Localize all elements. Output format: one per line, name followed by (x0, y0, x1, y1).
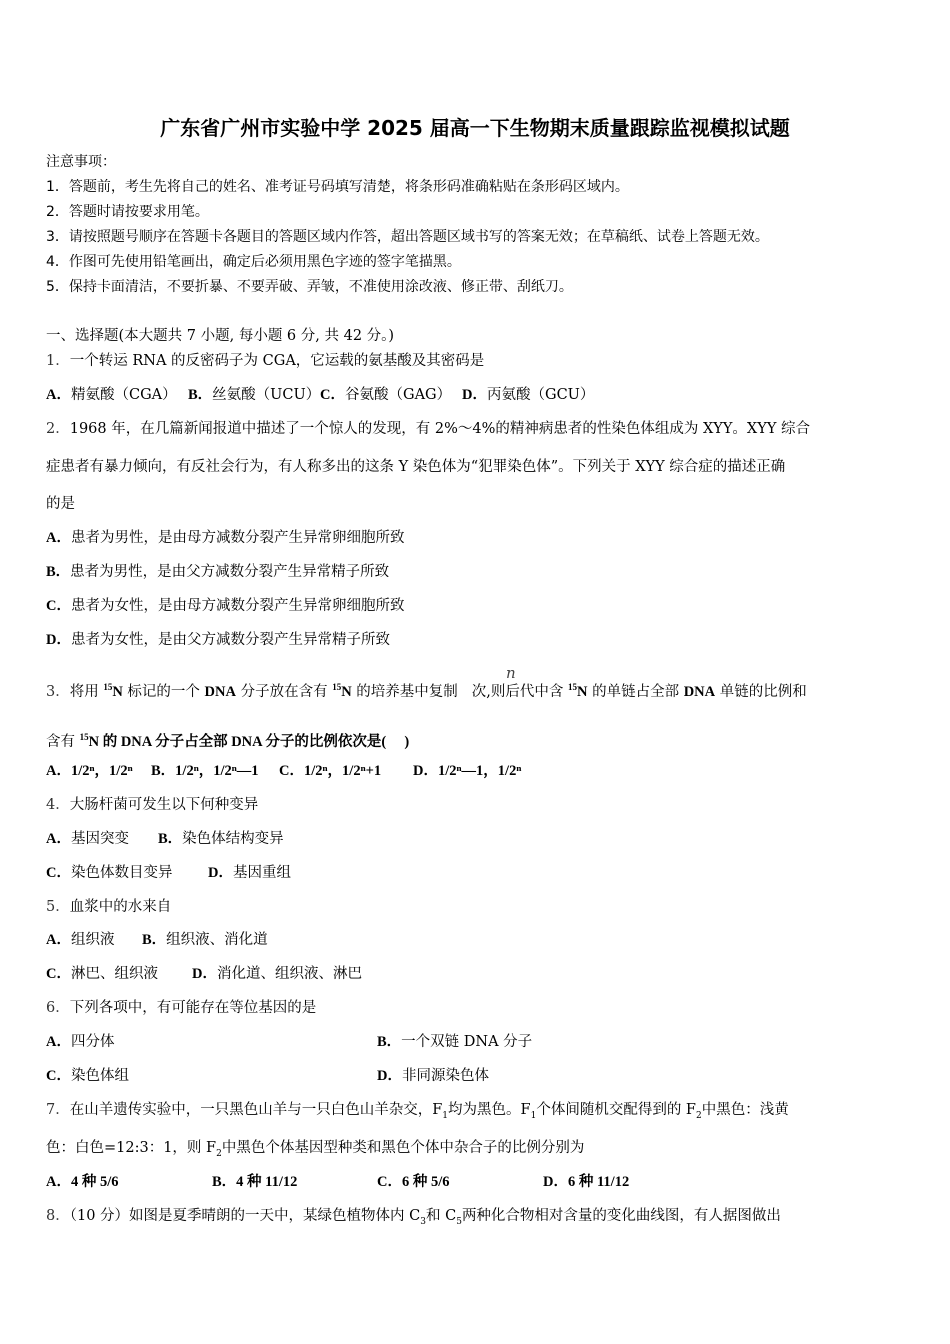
note-item: 5．保持卡面清洁，不要折暴、不要弄破、弄皱，不准使用涂改液、修正带、刮纸刀。 (46, 279, 573, 295)
option-a[interactable]: A．四分体 (46, 1034, 115, 1050)
note-item: 3．请按照题号顺序在答题卡各题目的答题区域内作答，超出答题区域书写的答案无效；在草稿纸、试卷上答题无效。 (46, 229, 769, 245)
option-d[interactable]: D．1/2ⁿ—1，1/2ⁿ (413, 763, 522, 779)
option-c[interactable]: C．6 种 5/6 (377, 1174, 450, 1190)
question-1-options (46, 385, 594, 405)
option-c[interactable]: C．谷氨酸（GAG） (320, 387, 452, 403)
variable-n: n (506, 664, 516, 682)
question-5-options-row (46, 930, 268, 950)
option-b[interactable]: B．组织液、消化道 (142, 932, 268, 948)
question-3-options (46, 761, 521, 781)
option-c[interactable]: C．染色体数目变异 (46, 865, 173, 881)
option-d[interactable]: D．患者为女性，是由父方减数分裂产生异常精子所致 (46, 632, 390, 648)
question-4-options-row (46, 829, 284, 849)
question-2-stem-line: 的是 (46, 496, 75, 512)
note-item: 1．答题前，考生先将自己的姓名、准考证号码填写清楚，将条形码准确粘贴在条形码区域内。 (46, 179, 629, 195)
question-5-options-row (46, 964, 362, 984)
section-heading: 一、选择题(本大题共 7 小题, 每小题 6 分, 共 42 分。) (46, 328, 395, 344)
option-a[interactable]: A．组织液 (46, 932, 115, 948)
option-a[interactable]: A．1/2ⁿ，1/2ⁿ (46, 763, 133, 779)
option-c[interactable]: C．染色体组 (46, 1068, 129, 1084)
question-8-stem-line: 8．（10 分）如图是夏季晴朗的一天中，某绿色植物体内 $C_3$和 $C_5$两种化合物相对含量的变化曲线图，有人据图做出 (46, 1208, 781, 1227)
question-3-stem-line: 3．将用 $^{15}$N 标记的一个 DNA 分子放在含有 $^{15}$N 的培养基中复制 次,则后代中含 $^{15}$N 的单链占全部 DNA 单链的比例和 (46, 682, 807, 700)
note-item: 4．作图可先使用铅笔画出，确定后必须用黑色字迹的签字笔描黑。 (46, 254, 461, 270)
option-a[interactable]: A．精氨酸（CGA） (46, 387, 177, 403)
page-title: 广东省广州市实验中学 2025 届高一下生物期末质量跟踪监视模拟试题 (160, 116, 790, 140)
option-d[interactable]: D．基因重组 (208, 865, 291, 881)
option-c[interactable]: C．1/2ⁿ，1/2ⁿ+1 (279, 763, 382, 779)
question-number: 1． (46, 353, 70, 369)
option-a[interactable]: A．基因突变 (46, 831, 129, 847)
option-d[interactable]: D．6 种 11/12 (543, 1174, 630, 1190)
option-d[interactable]: D．丙氨酸（GCU） (462, 387, 595, 403)
question-4-stem: 4．大肠杆菌可发生以下何种变异 (46, 797, 259, 813)
option-d[interactable]: D．非同源染色体 (377, 1068, 489, 1084)
question-7-stem-line: 7．在山羊遗传实验中，一只黑色山羊与一只白色山羊杂交，$F_1$均为黑色。$F_1$个体间随机交配得到的 $F_2$中黑色：浅黄 (46, 1102, 789, 1121)
question-3-stem-line: 含有 $^{15}$N 的 DNA 分子占全部 DNA 分子的比例依次是( ) (46, 732, 410, 750)
note-item: 2．答题时请按要求用笔。 (46, 204, 209, 220)
option-b[interactable]: B．丝氨酸（UCU） (188, 387, 321, 403)
option-c[interactable]: C．患者为女性，是由母方减数分裂产生异常卵细胞所致 (46, 598, 405, 614)
question-6-stem: 6．下列各项中，有可能存在等位基因的是 (46, 1000, 317, 1016)
notes-heading: 注意事项： (46, 154, 116, 170)
option-b[interactable]: B．一个双链 DNA 分子 (377, 1034, 533, 1050)
question-4-options-row (46, 863, 291, 883)
option-a[interactable]: A．4 种 5/6 (46, 1174, 119, 1190)
question-1-stem: 1．一个转运 RNA 的反密码子为 CGA，它运载的氨基酸及其密码是 (46, 353, 485, 369)
question-7-stem-line: 色：白色=12:3：1，则 $F_2$中黑色个体基因型种类和黑色个体中杂合子的比例分别为 (46, 1140, 585, 1159)
option-d[interactable]: D．消化道、组织液、淋巴 (192, 966, 362, 982)
option-b[interactable]: B．1/2ⁿ，1/2ⁿ—1 (151, 763, 259, 779)
question-2-stem-line: 2．1968 年，在几篇新闻报道中描述了一个惊人的发现，有 2%～4%的精神病患者的性染色体组成为 XYY。XYY 综合 (46, 421, 811, 437)
option-c[interactable]: C．淋巴、组织液 (46, 966, 158, 982)
option-a[interactable]: A．患者为男性，是由母方减数分裂产生异常卵细胞所致 (46, 530, 405, 546)
question-2-stem-line: 症患者有暴力倾向，有反社会行为，有人称多出的这条 Y 染色体为“犯罪染色体”。下列关于 XYY 综合症的描述正确 (46, 459, 786, 475)
option-b[interactable]: B．患者为男性，是由父方减数分裂产生异常精子所致 (46, 564, 390, 580)
question-5-stem: 5．血浆中的水来自 (46, 899, 172, 915)
option-b[interactable]: B．4 种 11/12 (212, 1174, 298, 1190)
option-b[interactable]: B．染色体结构变异 (158, 831, 284, 847)
